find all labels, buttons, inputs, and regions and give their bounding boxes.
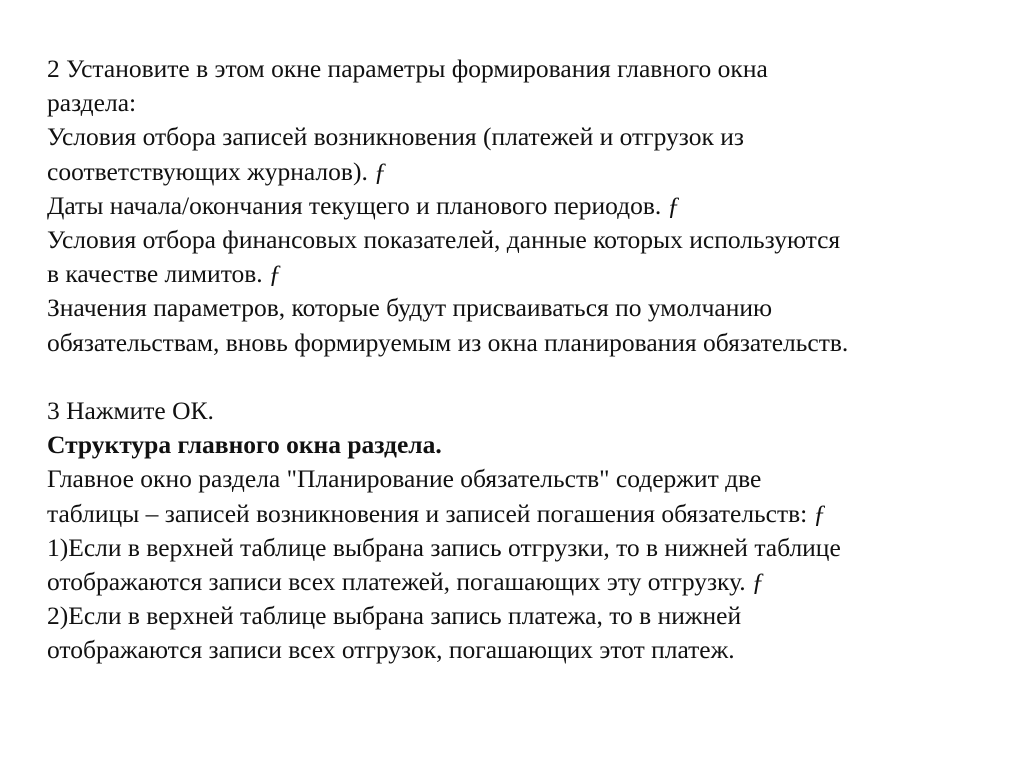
- param-limit-indicators-line-1: Условия отбора финансовых показателей, данные которых используются: [47, 225, 841, 255]
- case-2-line-2: отображаются записи всех отгрузок, погашающих этот платеж.: [47, 635, 735, 665]
- step-3-line: 3 Нажмите ОК.: [47, 396, 214, 426]
- case-2-line-1: 2)Если в верхней таблице выбрана запись платежа, то в нижней: [47, 601, 742, 631]
- case-1-line-1: 1)Если в верхней таблице выбрана запись отгрузки, то в нижней таблице: [47, 532, 841, 562]
- slide-body: [47, 52, 987, 668]
- function-marker-icon: ƒ: [751, 567, 765, 597]
- param-selection-conditions-line-1: Условия отбора записей возникновения (платежей и отгрузок из: [47, 122, 744, 152]
- case-1-line-2: отображаются записи всех платежей, погашающих эту отгрузку. ƒ: [47, 567, 765, 597]
- spacer: [47, 360, 987, 394]
- param-limit-indicators-line-2: в качестве лимитов. ƒ: [47, 259, 282, 289]
- param-selection-conditions-line-2: соответствующих журналов). ƒ: [47, 156, 387, 186]
- param-default-values-line-1: Значения параметров, которые будут присваиваться по умолчанию: [47, 293, 773, 323]
- param-period-dates: Даты начала/окончания текущего и планового периодов. ƒ: [47, 190, 681, 220]
- function-marker-icon: ƒ: [268, 259, 282, 289]
- function-marker-icon: ƒ: [667, 190, 681, 220]
- step-2-line-2: раздела:: [47, 88, 137, 118]
- param-default-values-line-2: обязательствам, вновь формируемым из окна планирования обязательств.: [47, 327, 849, 357]
- section-heading: Структура главного окна раздела.: [47, 430, 442, 460]
- main-window-description-line-1: Главное окно раздела "Планирование обязательств" содержит две: [47, 464, 762, 494]
- function-marker-icon: ƒ: [373, 156, 387, 186]
- main-window-description-line-2: таблицы – записей возникновения и записей погашения обязательств: ƒ: [47, 498, 827, 528]
- function-marker-icon: ƒ: [813, 498, 827, 528]
- step-2-line-1: 2 Установите в этом окне параметры формирования главного окна: [47, 54, 768, 83]
